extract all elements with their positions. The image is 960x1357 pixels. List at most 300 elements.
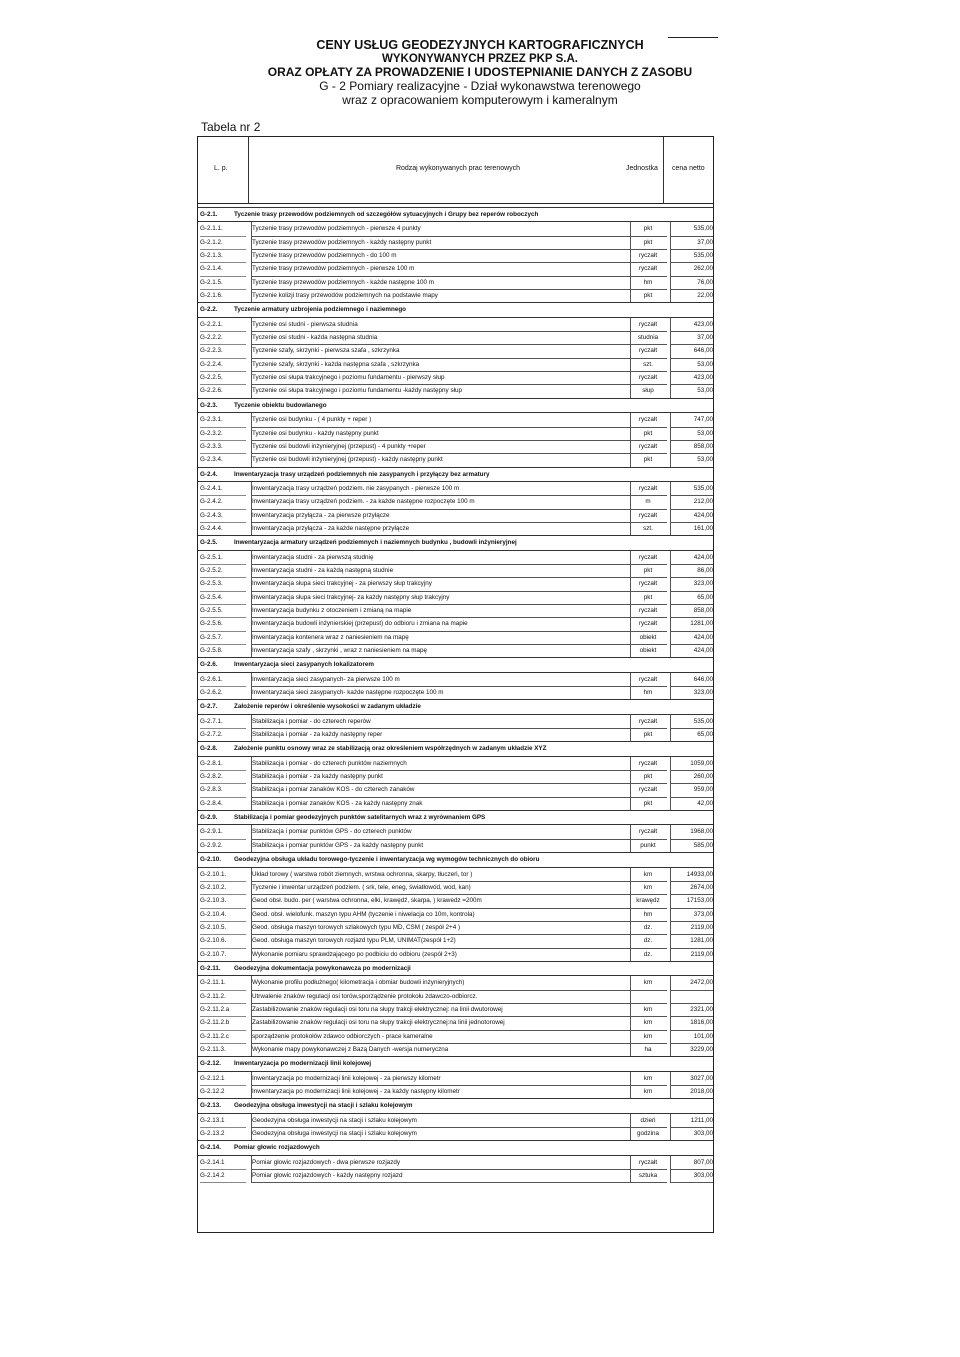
row-description: Stabilizacja i pomiar - za każdy następny punkt: [251, 770, 631, 784]
section-row: [198, 398, 713, 413]
row-code: G-2.13.2: [200, 1127, 246, 1141]
row-description: Inwentaryzacja po modernizacji linii kolejowej - za każdy następny kilometr: [251, 1085, 631, 1099]
row-code: G-2.1.: [200, 211, 218, 218]
row-unit: ryczałt: [629, 344, 667, 358]
table-row: [198, 482, 713, 495]
row-description: Inwentaryzacja trasy urządzeń podziemnych nie zasypanych i przyłączy bez armatury: [234, 470, 490, 478]
row-unit: pkt: [629, 770, 667, 784]
row-price: 423,00: [670, 371, 713, 385]
row-code: G-2.10.3.: [200, 894, 246, 908]
row-code: G-2.11.3.: [200, 1043, 246, 1057]
row-price: 424,00: [670, 644, 713, 658]
row-unit: hm: [629, 686, 667, 700]
row-unit: pkt: [629, 289, 667, 303]
table-row: [198, 686, 713, 699]
row-description: Zastabilizowanie znaków regulacji osi toru na słupy trakcji elektrycznej:na linii jednotorowej: [251, 1016, 631, 1030]
row-description: Inwentaryzacja budynku z otoczeniem i zmianą na mapie: [251, 604, 631, 618]
row-code: G-2.12.2: [200, 1085, 246, 1099]
row-code: G-2.1.4.: [200, 262, 246, 276]
row-price: 262,00: [670, 262, 713, 276]
row-description: Tyczenie trasy przewodów podziemnych - pierwsze 4 punkty: [251, 222, 631, 236]
row-description: Inwentaryzacja sieci zasypanych lokalizatorem: [234, 661, 374, 669]
row-price: 323,00: [670, 577, 713, 591]
row-code: G-2.5.5.: [200, 604, 246, 618]
row-unit: obiekt: [629, 644, 667, 658]
section-row: [198, 961, 713, 976]
table-row: [198, 990, 713, 1003]
row-description: Tyczenie trasy przewodów podziemnych - każdy następny punkt: [251, 236, 631, 250]
row-code: G-2.11.2.c: [200, 1030, 246, 1044]
table-row: [198, 427, 713, 440]
row-code: G-2.9.1.: [200, 825, 246, 839]
row-unit: ryczałt: [629, 249, 667, 263]
row-price: 1211,00: [670, 1114, 713, 1128]
row-description: Pomiar głowic rozjazdowych - dwa pierwsze rozjazdy: [251, 1156, 631, 1170]
table-body: [198, 207, 713, 1182]
table-row: [198, 358, 713, 371]
price-table: [197, 136, 714, 1233]
row-code: G-2.7.1.: [200, 715, 246, 729]
table-row: [198, 236, 713, 249]
table-row: [198, 921, 713, 934]
row-unit: km: [629, 868, 667, 882]
row-unit: km: [629, 881, 667, 895]
row-price: 646,00: [670, 673, 713, 687]
row-code: G-2.4.3.: [200, 509, 246, 523]
table-row: [198, 384, 713, 397]
row-description: Inwentaryzacja trasy urządzeń podziem. - za każde następne rozpoczęte 100 m: [251, 495, 631, 509]
table-row: [198, 1043, 713, 1056]
row-unit: pkt: [629, 236, 667, 250]
row-description: Geod obsł. budo. per ( warstwa ochronna, elki, krawędź, skarpa, ) krawedz =200m: [251, 894, 631, 908]
row-price: 22,00: [670, 289, 713, 303]
table-row: [198, 413, 713, 426]
row-code: G-2.2.4.: [200, 358, 246, 372]
row-description: Stabilizacja i pomiar geodezyjnych punktów satelitarnych wraz z wyrównaniem GPS: [234, 814, 486, 822]
row-unit: dzień: [629, 1114, 667, 1128]
row-description: Inwentaryzacja kontenera wraz z naniesieniem na mapę: [251, 631, 631, 645]
row-description: Stabilizacja i pomiar punktów GPS - za każdy następny punkt: [251, 839, 631, 853]
row-code: G-2.9.: [200, 814, 218, 822]
row-description: Inwentaryzacja przyłącza - za pierwsze przyłącze: [251, 509, 631, 523]
row-unit: studnia: [629, 331, 667, 345]
row-code: G-2.4.1.: [200, 482, 246, 496]
table-row: [198, 276, 713, 289]
row-code: G-2.3.2.: [200, 427, 246, 441]
row-code: G-2.1.2.: [200, 236, 246, 250]
row-description: Tyczenie osi budowli inżynieryjnej (przepust) - każdy następny punkt: [251, 453, 631, 467]
row-description: sporządzenie protokołów zdawco odbiorczych - prace kameralne: [251, 1030, 631, 1044]
row-code: G-2.7.: [200, 703, 218, 711]
row-code: G-2.11.2.: [200, 990, 246, 1004]
row-code: G-2.2.3.: [200, 344, 246, 358]
row-description: Tyczenie osi słupa trakcyjnego i poziomu fundamentu -każdy następny słup: [251, 384, 631, 398]
row-code: G-2.11.1.: [200, 976, 246, 990]
row-description: Inwentaryzacja po modernizacji linii kolejowej: [234, 1060, 372, 1068]
row-unit: km: [629, 1072, 667, 1086]
row-description: Wykonanie mapy powykonawczej z Bazą Danych -wersja numeryczna: [251, 1043, 631, 1057]
row-unit: pkt: [629, 591, 667, 605]
row-unit: hm: [629, 908, 667, 922]
row-description: Tyczenie obiektu budowlanego: [234, 401, 327, 409]
row-price: 14933,00: [670, 868, 713, 882]
row-price: 858,00: [670, 440, 713, 454]
row-price: 535,00: [670, 482, 713, 496]
row-unit: pkt: [629, 728, 667, 742]
row-unit: km: [629, 976, 667, 990]
row-unit: ryczałt: [629, 604, 667, 618]
column-header-cena: cena netto: [672, 165, 705, 172]
header-divider: [248, 137, 249, 203]
row-unit: ryczałt: [629, 673, 667, 687]
row-unit: ryczałt: [629, 1156, 667, 1170]
row-code: G-2.10.: [200, 856, 221, 864]
row-code: G-2.5.4.: [200, 591, 246, 605]
row-description: Inwentaryzacja armatury urządzeń podziemnych i naziemnych budynku , budowli inżynieryjnej: [234, 539, 517, 547]
row-description: Tyczenie trasy przewodów podziemnych - do 100 m: [251, 249, 631, 263]
table-row: [198, 1085, 713, 1098]
section-row: [198, 207, 713, 222]
row-price: 53,00: [670, 358, 713, 372]
row-unit: ryczałt: [629, 482, 667, 496]
row-price: 1059,00: [670, 757, 713, 771]
row-code: G-2.10.5.: [200, 921, 246, 935]
row-code: G-2.1.1.: [200, 222, 246, 236]
row-code: G-2.9.2.: [200, 839, 246, 853]
row-description: Stabilizacja i pomiar - do czterech reperów: [251, 715, 631, 729]
row-unit: ryczałt: [629, 757, 667, 771]
row-code: G-2.11.2.a: [200, 1003, 246, 1017]
table-row: [198, 934, 713, 947]
row-description: Geodezyjna obsługa inwestycji na stacji i szlaku kolejowym: [251, 1127, 631, 1141]
row-code: G-2.1.6.: [200, 289, 246, 303]
row-price: 37,00: [670, 236, 713, 250]
row-unit: km: [629, 1085, 667, 1099]
row-description: Stabilizacja i pomiar zanaków KOS - za każdy następny znak: [251, 797, 631, 811]
row-price: 53,00: [670, 427, 713, 441]
table-row: [198, 1127, 713, 1140]
row-price: 424,00: [670, 631, 713, 645]
row-code: G-2.12.1: [200, 1072, 246, 1086]
row-code: G-2.5.: [200, 539, 218, 547]
row-unit: pkt: [629, 797, 667, 811]
row-code: G-2.7.2.: [200, 728, 246, 742]
row-code: G-2.2.2.: [200, 331, 246, 345]
row-description: Tyczenie osi budynku - każdy następny punkt: [251, 427, 631, 441]
table-label: Tabela nr 2: [201, 120, 261, 134]
column-header-lp: L. p.: [214, 165, 228, 172]
section-row: [198, 699, 713, 714]
row-description: Tyczenie kolizji trasy przewodów podziemnych na podstawie mapy: [251, 289, 631, 303]
row-description: Inwentaryzacja przyłącza - za każde następne przyłącze: [251, 522, 631, 536]
row-code: G-2.10.2.: [200, 881, 246, 895]
row-price: 76,00: [670, 276, 713, 290]
row-price: 65,00: [670, 728, 713, 742]
row-price: 53,00: [670, 453, 713, 467]
row-price: 646,00: [670, 344, 713, 358]
row-description: Tyczenie armatury uzbrojenia podziemnego i naziemnego: [234, 306, 407, 314]
row-price: 2119,00: [670, 921, 713, 935]
table-row: [198, 1156, 713, 1169]
row-unit: obiekt: [629, 631, 667, 645]
row-description: Tyczenie trasy przewodów podziemnych - pierwsze 100 m: [251, 262, 631, 276]
row-price: 423,00: [670, 318, 713, 332]
table-row: [198, 371, 713, 384]
row-code: G-2.1.5.: [200, 276, 246, 290]
row-code: G-2.4.4.: [200, 522, 246, 536]
row-description: Tyczenie osi studni - pierwsza studnia: [251, 318, 631, 332]
table-row: [198, 564, 713, 577]
row-description: Tyczenie trasy przewodów podziemnych od szczegółów sytuacyjnych i Grupy bez reperów roboczych: [234, 211, 539, 218]
row-unit: szt.: [629, 358, 667, 372]
row-unit: ryczałt: [629, 318, 667, 332]
row-description: Inwentaryzacja po modernizacji linii kolejowej - za pierwszy kilometr: [251, 1072, 631, 1086]
row-unit: pkt: [629, 427, 667, 441]
row-unit: ryczałt: [629, 715, 667, 729]
section-row: [198, 302, 713, 317]
row-code: G-2.10.1.: [200, 868, 246, 882]
row-price: 535,00: [670, 249, 713, 263]
row-price: 2674,00: [670, 881, 713, 895]
row-price: 585,00: [670, 839, 713, 853]
row-unit: sztuka: [629, 1169, 667, 1183]
table-row: [198, 797, 713, 810]
row-unit: słup: [629, 384, 667, 398]
row-unit: [629, 990, 667, 1004]
row-description: Tyczenie i inwentar urządzeń podziem. ( srk, tele, eneg, światłowód, wod, kan): [251, 881, 631, 895]
table-row: [198, 318, 713, 331]
title-line-4: G - 2 Pomiary realizacyjne - Dział wykonawstwa terenowego: [319, 79, 641, 93]
table-row: [198, 577, 713, 590]
table-row: [198, 591, 713, 604]
row-unit: ryczałt: [629, 617, 667, 631]
row-unit: ryczałt: [629, 371, 667, 385]
row-price: 17153,00: [670, 894, 713, 908]
row-price: 1816,00: [670, 1016, 713, 1030]
row-description: Inwentaryzacja słupa sieci trakcyjnej - za pierwszy słup trakcyjny: [251, 577, 631, 591]
row-description: Geodezyjna obsługa układu torowego-tyczenie i inwentaryzacja wg wymogów technicznych do obioru: [234, 856, 540, 864]
table-row: [198, 783, 713, 796]
row-code: G-2.8.: [200, 745, 218, 753]
column-header-jednostka: Jednostka: [626, 165, 658, 172]
row-price: 42,00: [670, 797, 713, 811]
row-unit: pkt: [629, 453, 667, 467]
row-code: G-2.14.2: [200, 1169, 246, 1183]
row-price: 959,00: [670, 783, 713, 797]
table-row: [198, 453, 713, 466]
row-unit: dz.: [629, 948, 667, 962]
row-unit: ryczałt: [629, 262, 667, 276]
row-unit: ryczałt: [629, 825, 667, 839]
row-description: Geod. obsługa maszyn torowych szlakowych typu MD, CSM ( zespół 2+4 ): [251, 921, 631, 935]
row-code: G-2.5.6.: [200, 617, 246, 631]
row-price: 65,00: [670, 591, 713, 605]
row-unit: hm: [629, 276, 667, 290]
table-row: [198, 222, 713, 235]
row-description: Stabilizacja i pomiar zanaków KOS - do czterech zanaków: [251, 783, 631, 797]
row-code: G-2.12.: [200, 1060, 221, 1068]
row-price: 303,00: [670, 1169, 713, 1183]
row-code: G-2.2.6.: [200, 384, 246, 398]
row-price: 101,00: [670, 1030, 713, 1044]
row-price: 807,00: [670, 1156, 713, 1170]
table-row: [198, 344, 713, 357]
row-description: Zastabilizowanie znaków regulacji osi toru na słupy trakcji elektrycznej: na linii dwutorowej: [251, 1003, 631, 1017]
table-row: [198, 976, 713, 989]
table-row: [198, 495, 713, 508]
row-code: G-2.2.: [200, 306, 218, 314]
table-row: [198, 331, 713, 344]
row-description: Tyczenie osi studni - każda następna studnia: [251, 331, 631, 345]
row-description: Tyczenie osi budynku - ( 4 punkty + reper ): [251, 413, 631, 427]
table-row: [198, 249, 713, 262]
section-row: [198, 535, 713, 550]
row-code: G-2.2.1.: [200, 318, 246, 332]
row-price: 373,00: [670, 908, 713, 922]
table-row: [198, 1114, 713, 1127]
row-code: G-2.10.4.: [200, 908, 246, 922]
row-code: G-2.13.1: [200, 1114, 246, 1128]
table-row: [198, 509, 713, 522]
row-price: 260,00: [670, 770, 713, 784]
row-code: G-2.14.1: [200, 1156, 246, 1170]
row-description: Założenie punktu osnowy wraz ze stabilizacją oraz określeniem współrzędnych w zadanym układzie XYZ: [234, 745, 547, 753]
table-row: [198, 894, 713, 907]
table-row: [198, 839, 713, 852]
table-row: [198, 551, 713, 564]
row-description: Stabilizacja i pomiar - za każdy następny reper: [251, 728, 631, 742]
row-price: 535,00: [670, 715, 713, 729]
row-description: Stabilizacja i pomiar punktów GPS - do czterech punktów: [251, 825, 631, 839]
table-row: [198, 604, 713, 617]
row-price: 2472,00: [670, 976, 713, 990]
row-unit: pkt: [629, 564, 667, 578]
table-row: [198, 715, 713, 728]
title-line-2: WYKONYWANYCH PRZEZ PKP S.A.: [382, 53, 578, 65]
table-row: [198, 440, 713, 453]
row-description: Geodezyjna obsługa inwestycji na stacji i szlaku kolejowym: [234, 1102, 413, 1110]
row-code: G-2.3.3.: [200, 440, 246, 454]
table-row: [198, 881, 713, 894]
row-price: 1281,00: [670, 617, 713, 631]
row-price: 2018,00: [670, 1085, 713, 1099]
table-header: [198, 137, 713, 204]
table-row: [198, 1003, 713, 1016]
row-code: G-2.3.: [200, 401, 218, 409]
row-description: Geod. obsł. wielofunk. maszyn typu AHM (tyczenie i niwelacja co 10m, kontrola): [251, 908, 631, 922]
row-code: G-2.10.6.: [200, 934, 246, 948]
row-unit: pkt: [629, 222, 667, 236]
row-description: Tyczenie szafy, skrzynki - każda następna szafa , szkrzynka: [251, 358, 631, 372]
header-divider: [663, 137, 664, 203]
row-code: G-2.3.4.: [200, 453, 246, 467]
table-row: [198, 728, 713, 741]
row-price: 3229,00: [670, 1043, 713, 1057]
row-description: Inwentaryzacja studni - za każdą następną studnie: [251, 564, 631, 578]
row-description: Tyczenie osi słupa trakcyjnego i poziomu fundamentu - pierwszy słup: [251, 371, 631, 385]
row-code: G-2.6.2.: [200, 686, 246, 700]
column-header-rodzaj: Rodzaj wykonywanych prac terenowych: [395, 165, 521, 172]
row-code: G-2.4.: [200, 470, 218, 478]
row-description: Inwentaryzacja szafy , skrzynki , wraz z naniesieniem na mapę: [251, 644, 631, 658]
row-unit: krawędz: [629, 894, 667, 908]
row-code: G-2.1.3.: [200, 249, 246, 263]
row-price: 535,00: [670, 222, 713, 236]
row-code: G-2.4.2.: [200, 495, 246, 509]
row-price: [670, 990, 713, 1004]
section-row: [198, 1098, 713, 1113]
table-row: [198, 1030, 713, 1043]
row-description: Wykonanie pomiaru sprawdzającego po podbiciu do odbioru (zespół 2+3): [251, 948, 631, 962]
row-description: Wykonanie profilu podłużnego( kilometracja i obmiar budowli inżynieryjnych): [251, 976, 631, 990]
table-row: [198, 644, 713, 657]
table-row: [198, 825, 713, 838]
row-code: G-2.6.1.: [200, 673, 246, 687]
row-price: 303,00: [670, 1127, 713, 1141]
row-unit: ryczałt: [629, 413, 667, 427]
row-description: Układ torowy ( warstwa robót ziemnych, wrstwa ochronna, skarpy, tłuczeń, tor ): [251, 868, 631, 882]
table-row: [198, 1072, 713, 1085]
row-description: Pomiar głowic rozjazdowych - każdy następny rozjazd: [251, 1169, 631, 1183]
table-row: [198, 1016, 713, 1029]
row-price: 747,00: [670, 413, 713, 427]
table-row: [198, 1169, 713, 1182]
row-unit: ryczałt: [629, 440, 667, 454]
row-code: G-2.8.2.: [200, 770, 246, 784]
row-code: G-2.5.3.: [200, 577, 246, 591]
row-code: G-2.10.7.: [200, 948, 246, 962]
table-row: [198, 868, 713, 881]
row-unit: szt.: [629, 522, 667, 536]
row-description: Inwentaryzacja sieci zasypanych- za pierwsze 100 m: [251, 673, 631, 687]
row-unit: dz.: [629, 934, 667, 948]
table-row: [198, 948, 713, 961]
row-price: 212,00: [670, 495, 713, 509]
row-price: 2321,00: [670, 1003, 713, 1017]
row-description: Geodezyjna obsługa inwestycji na stacji i szlaku kolejowym: [251, 1114, 631, 1128]
row-code: G-2.5.1.: [200, 551, 246, 565]
section-row: [198, 852, 713, 867]
row-description: Tyczenie trasy przewodów podziemnych - każde następne 100 m: [251, 276, 631, 290]
row-unit: ha: [629, 1043, 667, 1057]
row-code: G-2.6.: [200, 661, 218, 669]
row-description: Inwentaryzacja trasy urządzeń podziem. nie zasypanych - pierwsze 100 m: [251, 482, 631, 496]
title-line-3: ORAZ OPŁATY ZA PROWADZENIE I UDOSTEPNIANIE DANYCH Z ZASOBU: [267, 65, 693, 79]
row-unit: km: [629, 1016, 667, 1030]
row-price: 424,00: [670, 509, 713, 523]
title-line-1: CENY USŁUG GEODEZYJNYCH KARTOGRAFICZNYCH: [316, 38, 644, 52]
row-description: Tyczenie osi budowli inżynieryjnej (przepust) - 4 punkty +reper: [251, 440, 631, 454]
row-description: Pomiar głowic rozjazdowych: [234, 1144, 320, 1152]
row-description: Stabilizacja i pomiar - do czterech punktów naziemnych: [251, 757, 631, 771]
row-price: 1281,00: [670, 934, 713, 948]
row-unit: km: [629, 1003, 667, 1017]
table-row: [198, 673, 713, 686]
row-description: Geodezyjna dokumentacja powykonawcza po modernizacji: [234, 964, 411, 972]
row-price: 86,00: [670, 564, 713, 578]
row-price: 323,00: [670, 686, 713, 700]
row-unit: punkt: [629, 839, 667, 853]
row-price: 3027,00: [670, 1072, 713, 1086]
table-row: [198, 262, 713, 275]
row-description: Geod. obsługa maszyn torowych rozjazd typu PLM, UNIMAT(zespół 1+2): [251, 934, 631, 948]
table-row: [198, 289, 713, 302]
row-description: Inwentaryzacja sieci zasypanych- każde następne rozpoczęte 100 m: [251, 686, 631, 700]
row-unit: ryczałt: [629, 551, 667, 565]
row-description: Utrwalenie znaków regulacji osi torów,sporządzenie protokołu zdawczo-odbiorcz.: [251, 990, 631, 1004]
row-unit: ryczałt: [629, 783, 667, 797]
section-row: [198, 1056, 713, 1071]
